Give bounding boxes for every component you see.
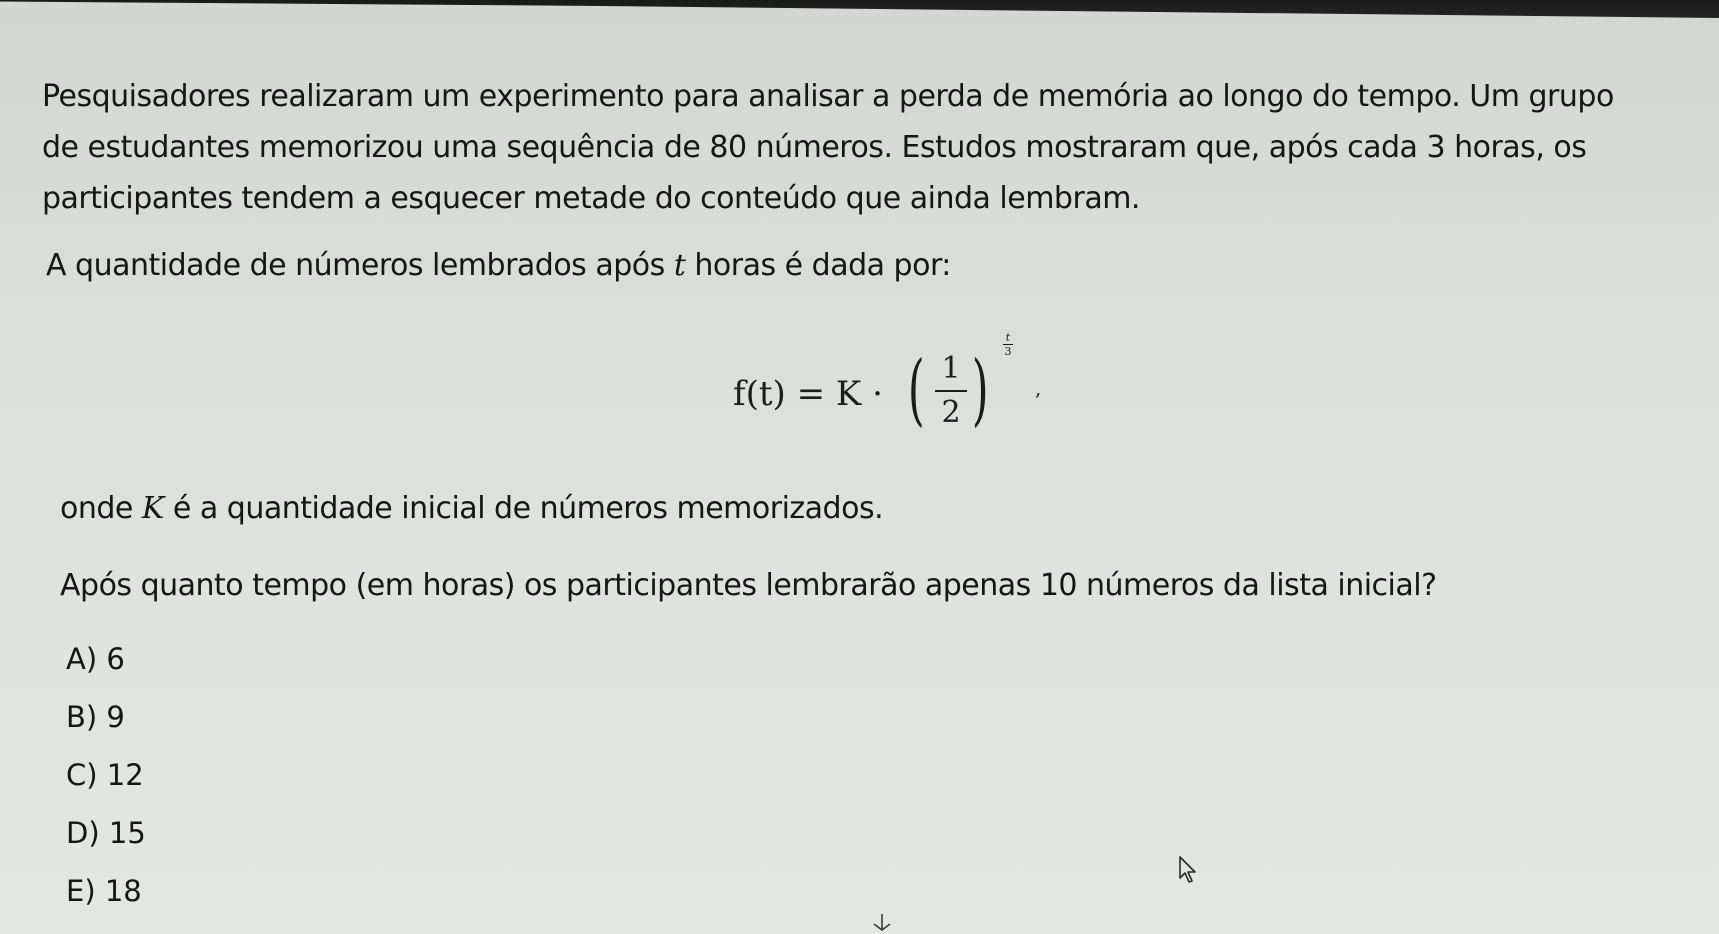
variable-t: t (673, 248, 686, 283)
option-a[interactable]: A) 6 (66, 642, 125, 676)
formula-right-paren: ) (971, 345, 989, 435)
exponent-numerator: t (1005, 331, 1011, 344)
definition-after: é a quantidade inicial de números memorizados. (163, 491, 884, 526)
option-c[interactable]: C) 12 (66, 758, 144, 792)
definition-before: onde (60, 491, 142, 526)
fraction-bar (935, 390, 967, 392)
formula-trailing-comma: , (1035, 376, 1042, 400)
exponent-denominator: 3 (1004, 345, 1012, 358)
formula-exponent (1001, 332, 1015, 357)
option-b[interactable]: B) 9 (66, 700, 125, 734)
fraction-denominator: 2 (941, 395, 961, 430)
down-arrow-icon (870, 912, 894, 934)
mouse-cursor-icon (1178, 856, 1200, 884)
question-text: Após quanto tempo (em horas) os participantes lembrarão apenas 10 números da lista inicial? (60, 568, 1437, 603)
formula-fraction (933, 350, 969, 432)
option-d[interactable]: D) 15 (66, 816, 146, 850)
answer-options (66, 630, 146, 920)
intro-line-2: de estudantes memorizou uma sequência de 80 números. Estudos mostraram que, após cada 3 horas, os (42, 130, 1587, 165)
intro-line-3: participantes tendem a esquecer metade do conteúdo que ainda lembram. (42, 181, 1140, 216)
option-e[interactable]: E) 18 (66, 874, 142, 908)
variable-k: K (141, 491, 164, 526)
formula-intro-before: A quantidade de números lembrados após (46, 248, 674, 283)
formula-left-paren: ( (907, 345, 925, 435)
screen-top-edge (0, 0, 1719, 30)
intro-line-1: Pesquisadores realizaram um experimento para analisar a perda de memória ao longo do tempo. Um grupo (42, 79, 1614, 114)
formula-intro-after: horas é dada por: (685, 248, 951, 283)
formula-lhs: f(t) = K · (733, 374, 883, 414)
fraction-numerator: 1 (941, 351, 961, 386)
definition-text (60, 483, 883, 534)
formula (733, 331, 1073, 450)
formula-intro-text (46, 240, 951, 291)
intro-paragraph (42, 71, 1614, 224)
